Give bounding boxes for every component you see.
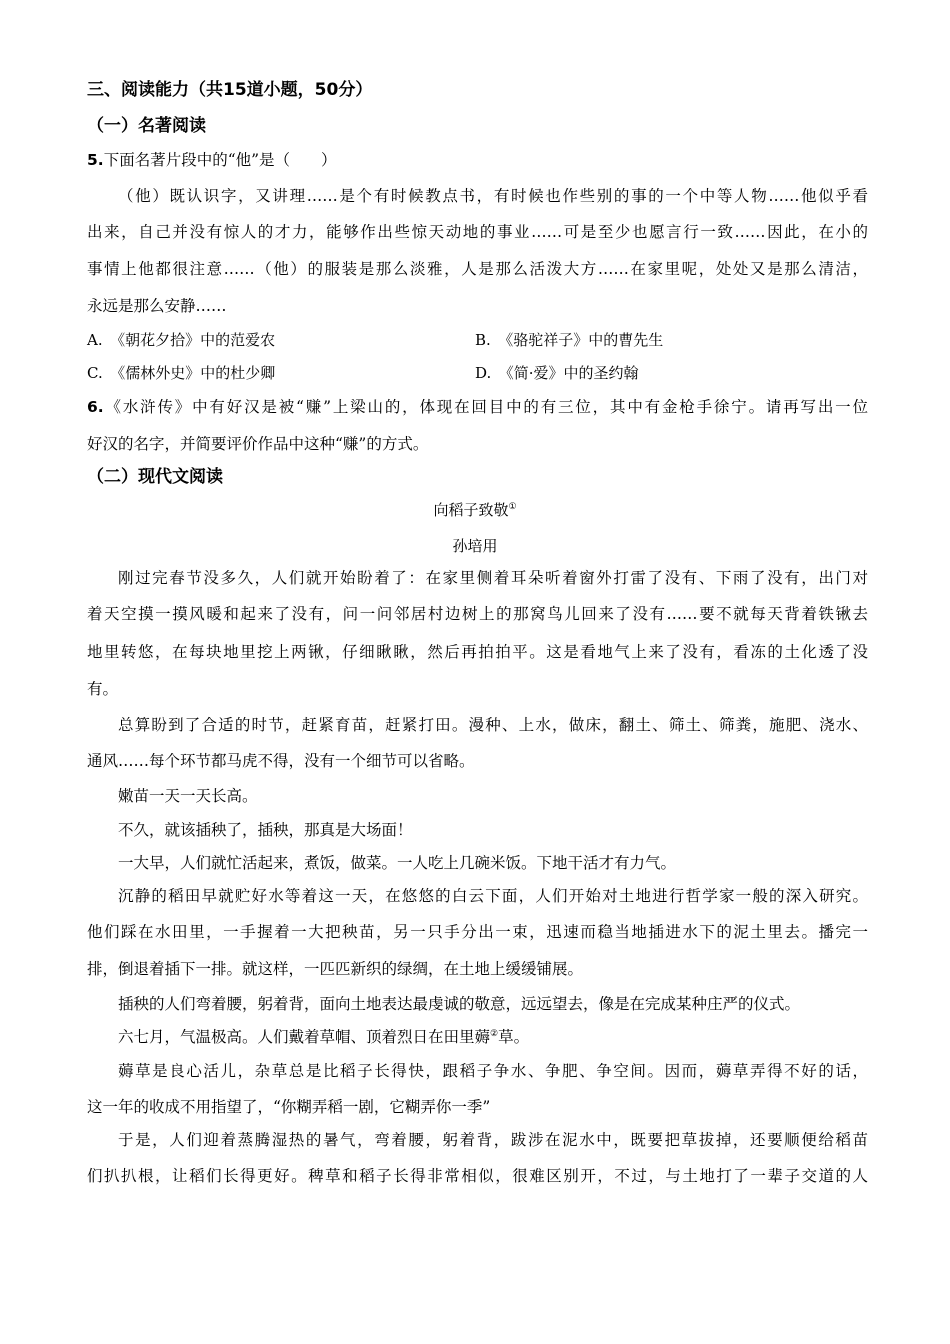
- q6-line-1-text: 《水浒传》中有好汉是被“赚”上梁山的，体现在回目中的有三位，其中有金枪手徐宁。请再写出一位: [103, 398, 868, 416]
- article-line-17: 于是，人们迎着蒸腾湿热的暑气，弯着腰，躬着背，跋涉在泥水中，既要把草拔掉，还要顺便给稻苗: [118, 1131, 868, 1149]
- article-author: 孙培用: [452, 537, 498, 555]
- q5-stem: [87, 150, 337, 170]
- article-title-text: 向稻子致敬: [433, 501, 509, 519]
- q6-number: 6.: [87, 398, 104, 416]
- part2-title: （二）现代文阅读: [87, 467, 223, 487]
- q5-passage-line-1: （他）既认识字，又讲理……是个有时候教点书，有时候也作些别的事的一个中等人物……他似乎看: [118, 187, 868, 205]
- q5-option-b: B. 《骆驼祥子》中的曹先生: [475, 331, 664, 349]
- article-line-5: 总算盼到了合适的时节，赶紧育苗，赶紧打田。漫种、上水，做床，翻土、筛土、筛粪，施肥、浇水、: [118, 716, 868, 734]
- article-line-3: 地里转悠，在每块地里挖上两锹，仔细瞅瞅，然后再拍拍平。这是看地气上来了没有，看冻的土化透了没: [87, 643, 868, 661]
- article-line-11: 他们踩在水田里，一手握着一大把秧苗，另一只手分出一束，迅速而稳当地插进水下的泥土里去。播完一: [87, 923, 868, 941]
- section-title: 三、阅读能力（共15道小题，50分）: [87, 80, 373, 100]
- article-line-2: 着天空摸一摸风暖和起来了没有，问一问邻居村边树上的那窝鸟儿回来了没有……要不就每天背着铁锹去: [87, 605, 868, 623]
- q5-number: 5.: [87, 151, 104, 169]
- part1-title: （一）名著阅读: [87, 116, 206, 136]
- article-line-10: 沉静的稻田早就贮好水等着这一天，在悠悠的白云下面，人们开始对土地进行哲学家一般的深入研究。: [118, 887, 868, 905]
- article-line-4: 有。: [87, 680, 119, 698]
- q5-stem-text: 下面名著片段中的“他”是（ ）: [103, 151, 337, 169]
- article-line-1: 刚过完春节没多久，人们就开始盼着了：在家里侧着耳朵听着窗外打雷了没有、下雨了没有，出门对: [118, 569, 868, 587]
- article-line-14-text: 六七月，气温极高。人们戴着草帽、顶着烈日在田里薅: [118, 1028, 491, 1046]
- q5-option-c: C. 《儒林外史》中的杜少卿: [87, 364, 276, 382]
- article-line-15: 薅草是良心活儿，杂草总是比稻子长得快，跟稻子争水、争肥、争空间。因而，薅草弄得不好的话，: [118, 1062, 868, 1080]
- article-line-18: 们扒扒根，让稻们长得更好。稗草和稻子长得非常相似，很难区别开，不过，与土地打了一辈子交道的人: [87, 1167, 868, 1185]
- q5-option-a: A. 《朝花夕拾》中的范爱农: [87, 331, 276, 349]
- article-line-6: 通风……每个环节都马虎不得，没有一个细节可以省略。: [87, 752, 475, 770]
- q5-passage-line-2: 出来，自己并没有惊人的才力，能够作出些惊天动地的事业……可是至少也愿言行一致……因此，在小的: [87, 223, 868, 241]
- article-line-8: 不久，就该插秧了，插秧，那真是大场面！: [118, 821, 413, 839]
- article-line-9: 一大早，人们就忙活起来，煮饭，做菜。一人吃上几碗米饭。下地干活才有力气。: [118, 854, 677, 872]
- q5-passage-line-4: 永远是那么安静……: [87, 297, 227, 315]
- footnote-marker-1: ①: [508, 502, 517, 512]
- article-line-14: [118, 1027, 529, 1047]
- q5-option-d: D. 《简·爱》中的圣约翰: [475, 364, 639, 382]
- article-line-16: 这一年的收成不用指望了，“你糊弄稻一剧，它糊弄你一季”: [87, 1098, 491, 1116]
- article-line-12: 排，倒退着插下一排。就这样，一匹匹新织的绿绸，在土地上缓缓铺展。: [87, 960, 584, 978]
- article-title: [0, 500, 950, 520]
- article-line-14-end: 草。: [498, 1028, 530, 1046]
- article-line-7: 嫩苗一天一天长高。: [118, 787, 258, 805]
- q5-passage-line-3: 事情上他都很注意……（他）的服装是那么淡雅，人是那么活泼大方……在家里呢，处处又是那么清洁，: [87, 260, 868, 278]
- article-line-13: 插秧的人们弯着腰，躬着背，面向土地表达最虔诚的敬意，远远望去，像是在完成某种庄严的仪式。: [118, 995, 801, 1013]
- q6-line-1: [87, 397, 868, 417]
- footnote-marker-2: ②: [490, 1028, 499, 1039]
- q6-line-2: 好汉的名字，并简要评价作品中这种“赚”的方式。: [87, 435, 429, 453]
